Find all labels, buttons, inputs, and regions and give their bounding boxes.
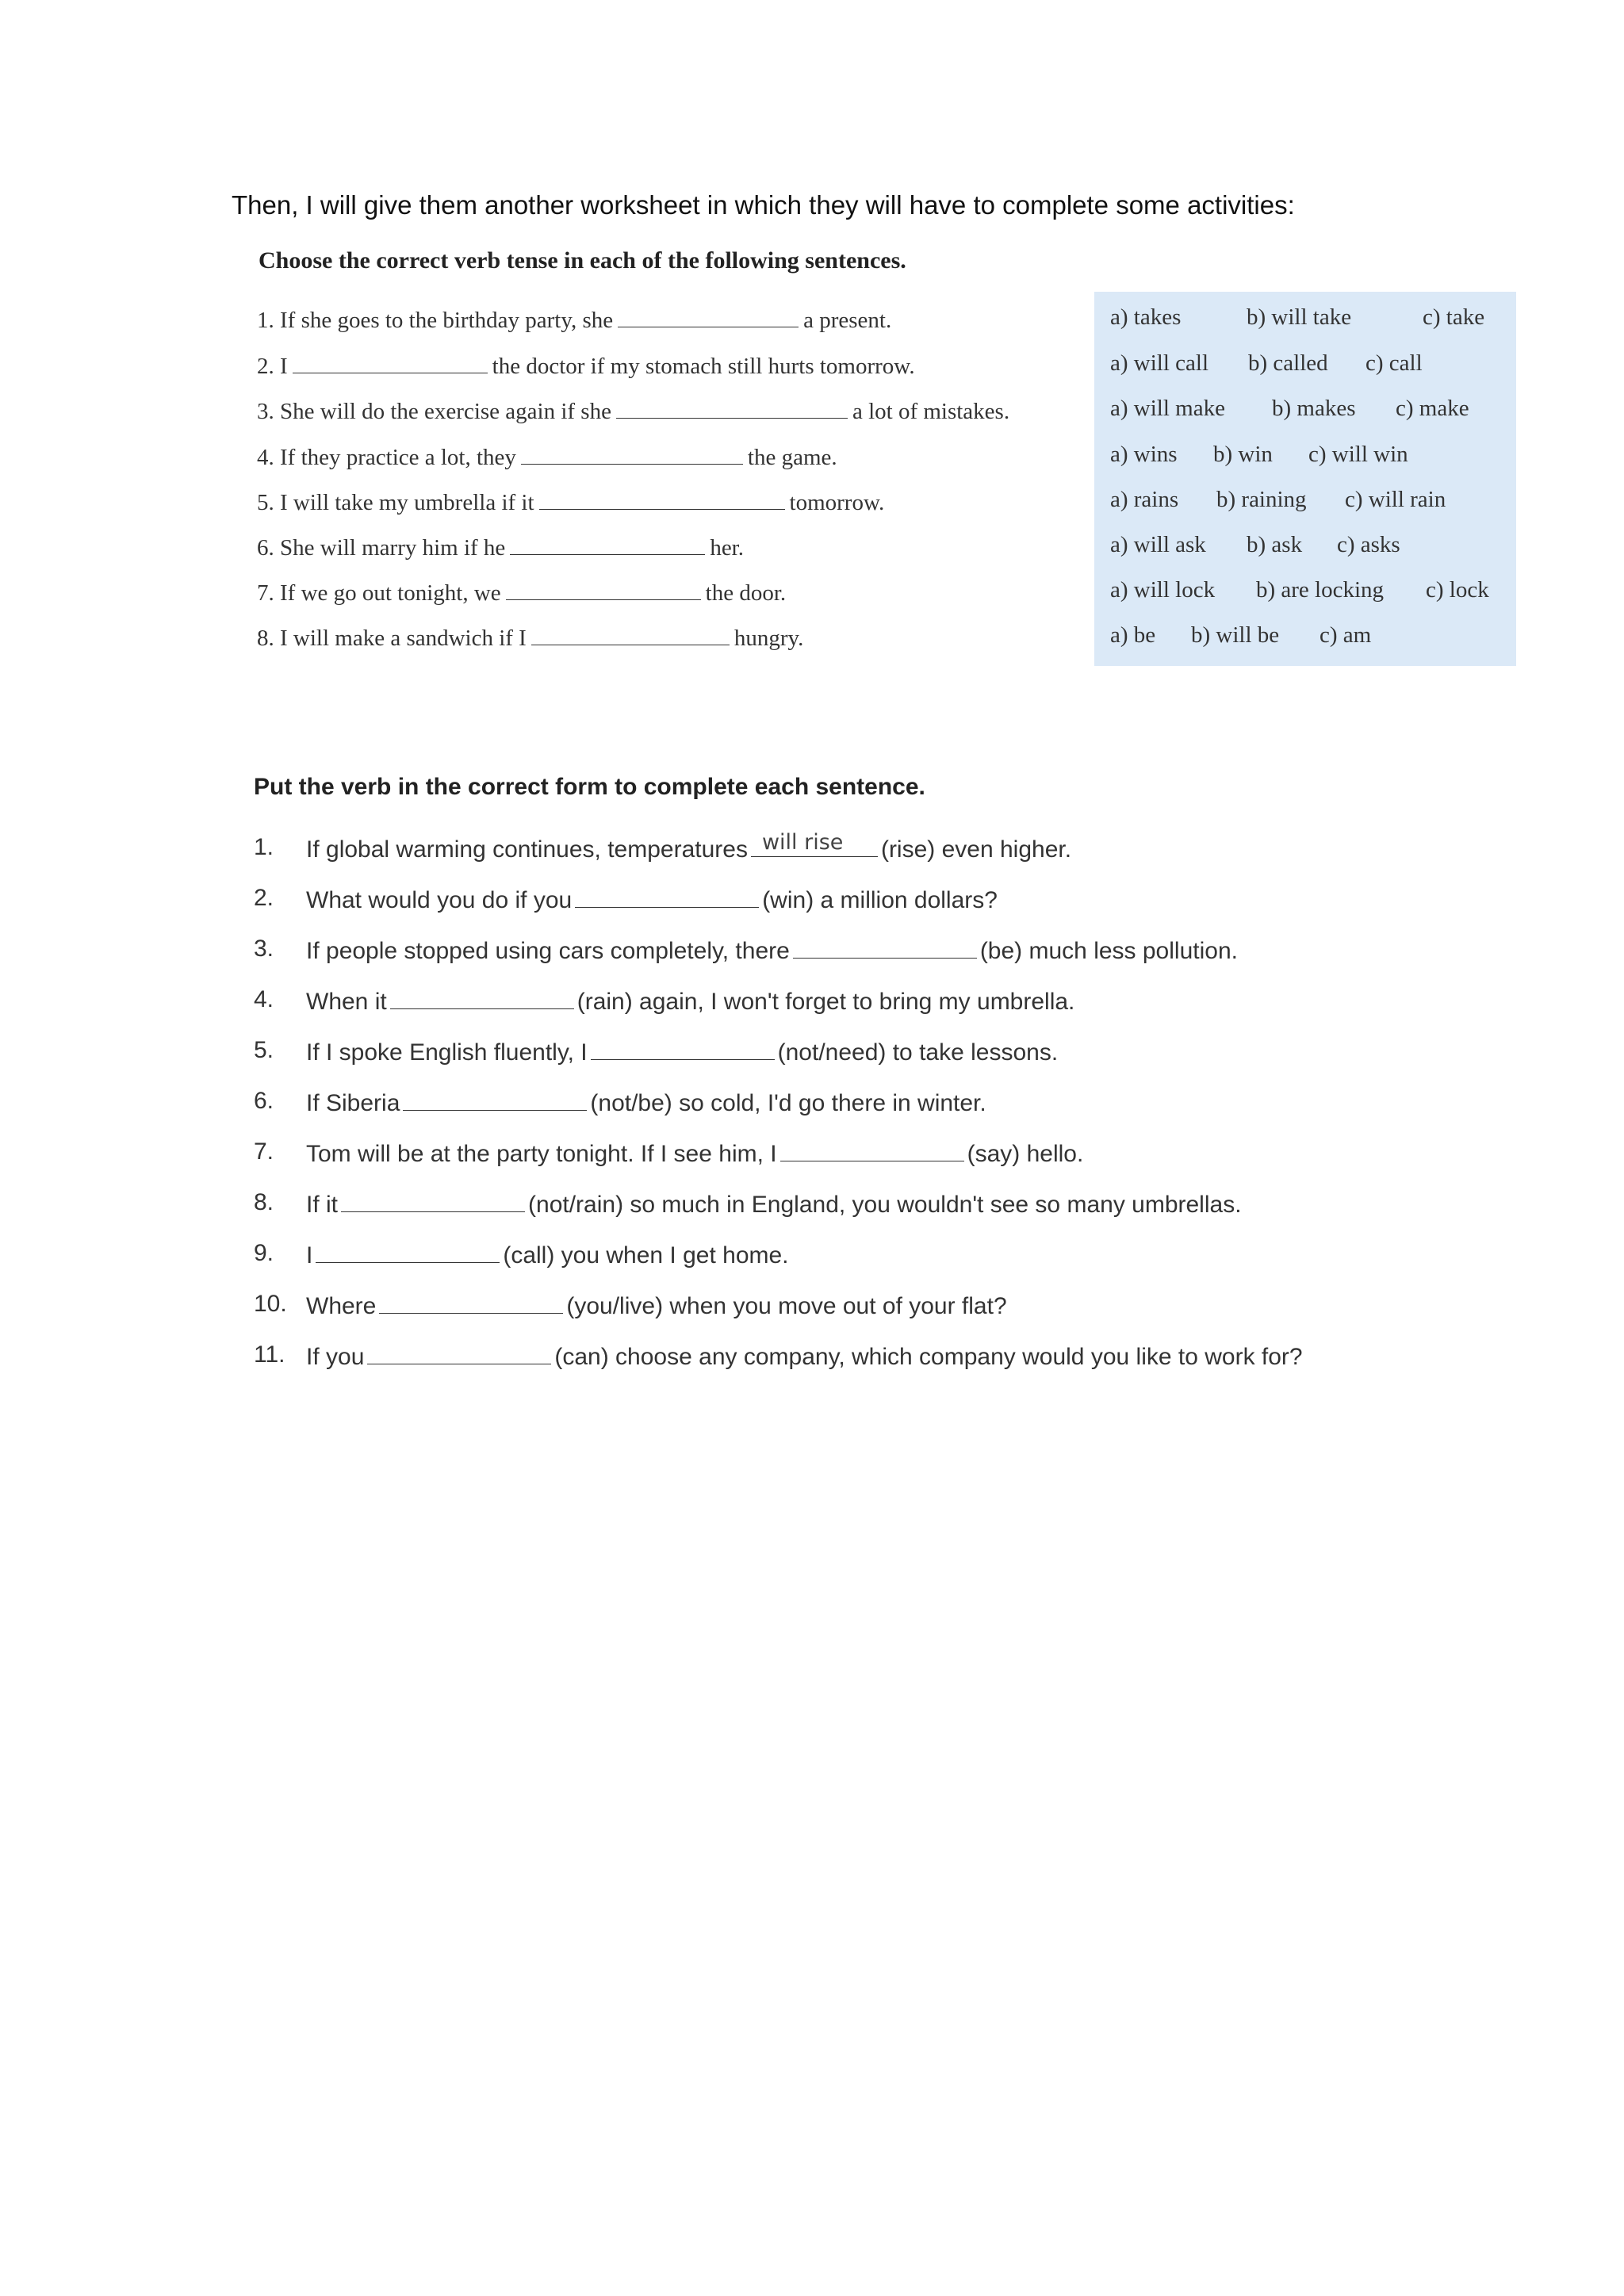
- exercise-2-item: [252, 1037, 1442, 1077]
- answer-blank[interactable]: [390, 986, 574, 1009]
- sentence-start: If global warming continues, temperatures: [306, 836, 748, 863]
- exercise-2-item: [252, 936, 1442, 975]
- exercise-1-item: [254, 487, 1522, 526]
- sentence-start: If you: [306, 1344, 365, 1370]
- item-number: 2.: [254, 885, 274, 911]
- sentence-end: the door.: [705, 580, 787, 606]
- sentence-end: a present.: [803, 308, 892, 333]
- answer-blank[interactable]: [793, 936, 977, 959]
- item-number: 9.: [254, 1240, 274, 1266]
- sentence-start: Tom will be at the party tonight. If I see him, I: [306, 1141, 777, 1167]
- option-c[interactable]: c) asks: [1337, 532, 1400, 557]
- exercise-2-item: [252, 1189, 1442, 1229]
- sentence-start: 4. If they practice a lot, they: [257, 445, 516, 470]
- option-b[interactable]: b) win: [1213, 442, 1273, 467]
- sentence-start: If people stopped using cars completely, there: [306, 938, 790, 964]
- option-c[interactable]: c) take: [1423, 304, 1485, 330]
- exercise-1-item: [254, 350, 1522, 390]
- item-number: 7.: [254, 1138, 274, 1165]
- sentence-end: her.: [710, 535, 744, 561]
- sentence-start: 3. She will do the exercise again if she: [257, 399, 611, 424]
- answer-blank[interactable]: [379, 1291, 563, 1314]
- item-number: 10.: [254, 1291, 287, 1317]
- exercise-1-item: [254, 442, 1522, 481]
- option-a[interactable]: a) takes: [1110, 304, 1182, 330]
- answer-blank[interactable]: [316, 1240, 500, 1263]
- sentence-start: Where: [306, 1293, 377, 1319]
- exercise-2-item: [252, 986, 1442, 1026]
- option-c[interactable]: c) lock: [1426, 577, 1489, 603]
- sentence-start: 7. If we go out tonight, we: [257, 580, 501, 606]
- answer-blank[interactable]: [341, 1189, 525, 1212]
- sentence-start: 8. I will make a sandwich if I: [257, 626, 527, 651]
- exercise-2-item: [252, 1088, 1442, 1127]
- answer-blank[interactable]: [403, 1088, 587, 1111]
- exercise-2-item: [252, 1291, 1442, 1330]
- answer-blank[interactable]: [367, 1341, 551, 1364]
- option-a[interactable]: a) will call: [1110, 350, 1209, 376]
- option-b[interactable]: b) will be: [1191, 622, 1280, 648]
- answer-blank[interactable]: [618, 304, 799, 327]
- option-a[interactable]: a) wins: [1110, 442, 1178, 467]
- option-c[interactable]: c) will rain: [1345, 487, 1446, 512]
- exercise-2-item: [252, 1341, 1442, 1381]
- answer-blank[interactable]: [751, 830, 878, 857]
- answer-blank[interactable]: [616, 396, 848, 419]
- option-a[interactable]: a) will make: [1110, 396, 1225, 421]
- answer-blank[interactable]: [591, 1037, 775, 1060]
- exercise-1-item: [254, 532, 1522, 572]
- sentence-start: I: [306, 1242, 313, 1269]
- sentence-end: (you/live) when you move out of your flat?: [566, 1293, 1007, 1319]
- sentence-start: 6. She will marry him if he: [257, 535, 506, 561]
- exercise-1-item: [254, 396, 1522, 435]
- option-b[interactable]: b) will take: [1247, 304, 1352, 330]
- option-a[interactable]: a) will ask: [1110, 532, 1206, 557]
- sentence-end: (not/be) so cold, I'd go there in winter.: [590, 1090, 986, 1116]
- option-b[interactable]: b) raining: [1216, 487, 1307, 512]
- exercise-2: [252, 761, 1442, 1395]
- sentence-end: hungry.: [733, 626, 804, 651]
- sentence-end: (rain) again, I won't forget to bring my umbrella.: [576, 989, 1075, 1015]
- answer-blank[interactable]: [780, 1138, 964, 1161]
- answer-blank[interactable]: [521, 442, 743, 465]
- option-c[interactable]: c) am: [1320, 622, 1372, 648]
- answer-blank[interactable]: [293, 350, 488, 373]
- item-number: 3.: [254, 936, 274, 962]
- sentence-end: the game.: [747, 445, 837, 470]
- item-number: 5.: [254, 1037, 274, 1063]
- sentence-start: If it: [306, 1192, 339, 1218]
- option-b[interactable]: b) makes: [1272, 396, 1356, 421]
- sentence-start: If Siberia: [306, 1090, 400, 1116]
- sentence-end: (be) much less pollution.: [979, 938, 1238, 964]
- exercise-2-item: [252, 885, 1442, 924]
- answer-blank[interactable]: [575, 885, 759, 908]
- answer-blank[interactable]: [506, 577, 701, 600]
- sentence-start: When it: [306, 989, 387, 1015]
- sentence-end: tomorrow.: [789, 490, 885, 515]
- option-b[interactable]: b) are locking: [1256, 577, 1385, 603]
- option-b[interactable]: b) ask: [1247, 532, 1303, 557]
- exercise-1-item: [254, 304, 1522, 344]
- exercise-1-item: [254, 622, 1522, 662]
- answer-blank[interactable]: [539, 487, 785, 510]
- sentence-end: (say) hello.: [967, 1141, 1084, 1167]
- option-a[interactable]: a) be: [1110, 622, 1156, 648]
- sentence-end: (not/rain) so much in England, you wouldn't see so many umbrellas.: [528, 1192, 1242, 1218]
- answer-blank[interactable]: [531, 622, 730, 645]
- sentence-end: (rise) even higher.: [880, 836, 1072, 863]
- option-a[interactable]: a) rains: [1110, 487, 1179, 512]
- sentence-end: the doctor if my stomach still hurts tomorrow.: [492, 354, 915, 379]
- handwritten-answer: will rise: [761, 830, 844, 855]
- sentence-start: 1. If she goes to the birthday party, she: [257, 308, 614, 333]
- answer-blank[interactable]: [510, 532, 705, 555]
- item-number: 8.: [254, 1189, 274, 1215]
- sentence-end: a lot of mistakes.: [852, 399, 1010, 424]
- exercise-2-title: Put the verb in the correct form to complete each sentence.: [254, 774, 925, 800]
- sentence-end: (can) choose any company, which company would you like to work for?: [554, 1344, 1303, 1370]
- option-c[interactable]: c) call: [1365, 350, 1423, 376]
- exercise-1-item: [254, 577, 1522, 617]
- sentence-start: 5. I will take my umbrella if it: [257, 490, 534, 515]
- option-c[interactable]: c) make: [1396, 396, 1469, 421]
- item-number: 1.: [254, 834, 274, 860]
- exercise-1-title: Choose the correct verb tense in each of the following sentences.: [259, 247, 906, 274]
- intro-text: Then, I will give them another worksheet in which they will have to complete some activities:: [232, 190, 1295, 220]
- sentence-start: 2. I: [257, 354, 288, 379]
- exercise-2-item: [252, 1240, 1442, 1280]
- item-number: 6.: [254, 1088, 274, 1114]
- sentence-end: (not/need) to take lessons.: [777, 1039, 1059, 1066]
- sentence-start: If I spoke English fluently, I: [306, 1039, 588, 1066]
- exercise-2-item: [252, 830, 1442, 874]
- sentence-start: What would you do if you: [306, 887, 573, 913]
- item-number: 11.: [254, 1341, 285, 1368]
- item-number: 4.: [254, 986, 274, 1012]
- option-a[interactable]: a) will lock: [1110, 577, 1216, 603]
- exercise-2-item: [252, 1138, 1442, 1178]
- sentence-end: (call) you when I get home.: [503, 1242, 789, 1269]
- option-c[interactable]: c) will win: [1308, 442, 1408, 467]
- exercise-1: [254, 238, 1522, 666]
- option-b[interactable]: b) called: [1248, 350, 1328, 376]
- sentence-end: (win) a million dollars?: [762, 887, 998, 913]
